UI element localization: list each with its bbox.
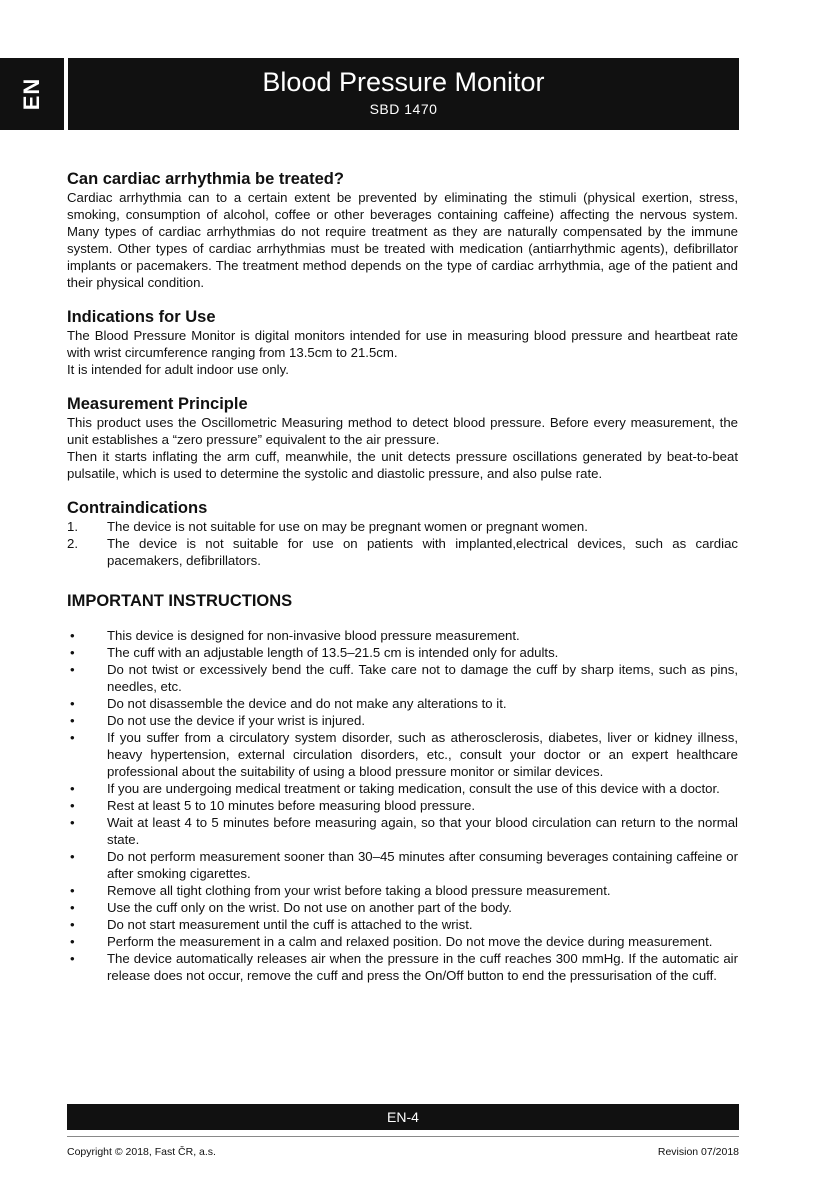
section-principle: [67, 394, 738, 482]
list-item: [67, 814, 738, 848]
list-item: [67, 797, 738, 814]
list-item: [67, 712, 738, 729]
list-text: The cuff with an adjustable length of 13.5–21.5 cm is intended only for adults.: [107, 645, 559, 660]
paragraph: It is intended for adult indoor use only.: [67, 362, 289, 377]
section-heading: Can cardiac arrhythmia be treated?: [67, 170, 344, 188]
list-item: [67, 780, 738, 797]
list-item: [67, 882, 738, 899]
page-title: Blood Pressure Monitor: [262, 67, 545, 97]
bullet-icon: •: [70, 645, 75, 660]
bullet-list: [67, 627, 738, 984]
section-indications: [67, 307, 738, 378]
section-arrhythmia: [67, 169, 738, 291]
list-text: The device automatically releases air when the pressure in the cuff reaches 300 mmHg. If the automatic air release does not occur, remove the cuff and press the On/Off button to end the pressurisation of the cuff.: [107, 951, 738, 983]
paragraph: Cardiac arrhythmia can to a certain extent be prevented by eliminating the stimuli (physical exertion, stress, smoking, consumption of alcohol, coffee or other beverages containing caffeine) affecting the nervous system. Many types of cardiac arrhythmias do not require treatment as they are naturally compensated by the immune system. Other types of cardiac arrhythmias must be treated with medication (antiarrhythmic agents), defibrillator implants or pacemakers. The treatment method depends on the type of cardiac arrhythmia, age of the patient and their physical condition.: [67, 190, 738, 290]
paragraph: Then it starts inflating the arm cuff, meanwhile, the unit detects pressure oscillations generated by beat-to-beat pulsatile, which is used to determine the systolic and diastolic pressure, and also pulse rate.: [67, 449, 738, 481]
list-text: Perform the measurement in a calm and relaxed position. Do not move the device during measurement.: [107, 934, 713, 949]
section-contraindications: [67, 498, 738, 569]
section-important-instructions: [67, 591, 738, 984]
page-header: [68, 58, 739, 130]
copyright-text: Copyright © 2018, Fast ČR, a.s.: [67, 1146, 216, 1158]
list-item: [67, 729, 738, 780]
paragraph: This product uses the Oscillometric Measuring method to detect blood pressure. Before every measurement, the unit establishes a “zero pressure” equivalent to the air pressure.: [67, 415, 738, 447]
list-item: [67, 950, 738, 984]
bullet-icon: •: [70, 662, 75, 677]
language-tab: [0, 58, 64, 130]
list-item: [67, 535, 738, 569]
bullet-icon: •: [70, 781, 75, 796]
bullet-icon: •: [70, 628, 75, 643]
bullet-icon: •: [70, 730, 75, 745]
bullet-icon: •: [70, 696, 75, 711]
bullet-icon: •: [70, 951, 75, 966]
list-text: Do not twist or excessively bend the cuff. Take care not to damage the cuff by sharp items, such as pins, needles, etc.: [107, 662, 738, 694]
page-number-bar: [67, 1104, 739, 1130]
list-text: If you suffer from a circulatory system disorder, such as atherosclerosis, diabetes, liver or kidney illness, heavy hypertension, external circulation disorders, etc., consult your doctor or an expert healthcare professional about the suitability of using a blood pressure monitor or similar devices.: [107, 730, 738, 779]
list-text: Do not disassemble the device and do not make any alterations to it.: [107, 696, 507, 711]
bullet-icon: •: [70, 900, 75, 915]
list-item: [67, 644, 738, 661]
list-item: [67, 661, 738, 695]
section-heading: Contraindications: [67, 499, 208, 517]
list-number: 1.: [67, 519, 78, 534]
bullet-icon: •: [70, 713, 75, 728]
list-number: 2.: [67, 536, 78, 551]
list-text: Do not start measurement until the cuff is attached to the wrist.: [107, 917, 473, 932]
language-label: EN: [19, 77, 44, 111]
paragraph: The Blood Pressure Monitor is digital monitors intended for use in measuring blood pressure and heartbeat rate with wrist circumference ranging from 13.5cm to 21.5cm.: [67, 328, 738, 360]
section-heading: Measurement Principle: [67, 395, 248, 413]
list-item: [67, 518, 738, 535]
numbered-list: [67, 518, 738, 569]
list-item: [67, 627, 738, 644]
model-number: SBD 1470: [369, 101, 438, 117]
section-heading: IMPORTANT INSTRUCTIONS: [67, 592, 293, 610]
bullet-icon: •: [70, 934, 75, 949]
list-text: The device is not suitable for use on patients with implanted,electrical devices, such as cardiac pacemakers, defibrillators.: [107, 536, 738, 568]
document-body: [67, 169, 738, 984]
list-text: Remove all tight clothing from your wrist before taking a blood pressure measurement.: [107, 883, 611, 898]
list-text: This device is designed for non-invasive blood pressure measurement.: [107, 628, 520, 643]
section-heading: Indications for Use: [67, 308, 216, 326]
revision-text: Revision 07/2018: [657, 1146, 739, 1158]
list-item: [67, 899, 738, 916]
list-text: Use the cuff only on the wrist. Do not use on another part of the body.: [107, 900, 512, 915]
page-number: EN-4: [387, 1109, 419, 1125]
list-text: Do not use the device if your wrist is injured.: [107, 713, 366, 728]
bullet-icon: •: [70, 815, 75, 830]
list-item: [67, 933, 738, 950]
bullet-icon: •: [70, 917, 75, 932]
list-item: [67, 916, 738, 933]
list-text: Wait at least 4 to 5 minutes before measuring again, so that your blood circulation can return to the normal state.: [107, 815, 738, 847]
list-text: Rest at least 5 to 10 minutes before measuring blood pressure.: [107, 798, 475, 813]
list-text: The device is not suitable for use on may be pregnant women or pregnant women.: [107, 519, 588, 534]
list-text: Do not perform measurement sooner than 30–45 minutes after consuming beverages containing caffeine or after smoking cigarettes.: [107, 849, 738, 881]
list-item: [67, 695, 738, 712]
list-text: If you are undergoing medical treatment or taking medication, consult the use of this device with a doctor.: [107, 781, 720, 796]
bullet-icon: •: [70, 883, 75, 898]
bullet-icon: •: [70, 849, 75, 864]
bullet-icon: •: [70, 798, 75, 813]
list-item: [67, 848, 738, 882]
